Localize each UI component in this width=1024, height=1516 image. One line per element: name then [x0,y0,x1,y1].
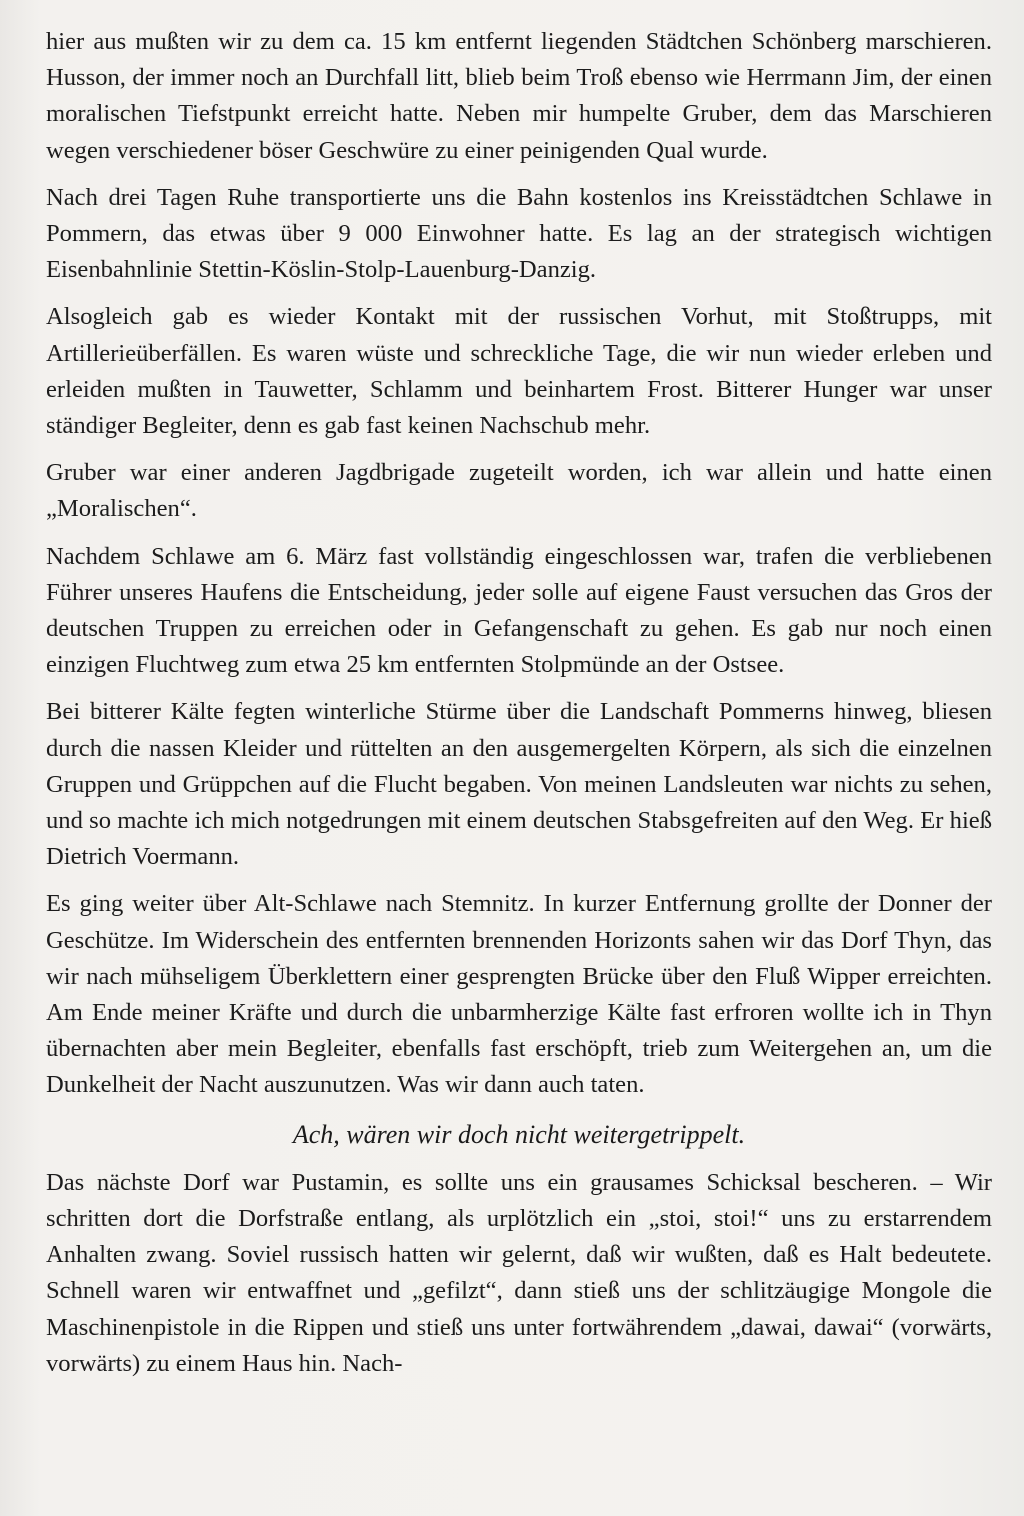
paragraph-8: Das nächste Dorf war Pustamin, es sollte uns ein grausames Schicksal bescheren. – Wir schritten dort die Dorfstraße entlang, als urplötzlich ein „stoi, stoi!“ uns zu erstarrendem Anhalten zwang. Soviel russisch hatten wir gelernt, daß wir wußten, daß es Halt bedeutete. Schnell waren wir entwaffnet und „gefilzt“, dann stieß uns der schlitzäugige Mongole die Maschinenpistole in die Rippen und stieß uns unter fortwährendem „dawai, dawai“ (vorwärts, vorwärts) zu einem Haus hin. Nach- [46,1168,992,1377]
paragraph-5: Nachdem Schlawe am 6. März fast vollständig eingeschlossen war, trafen die verbliebenen Führer unseres Haufens die Entscheidung, jeder solle auf eigene Faust versuchen das Gros der deutschen Truppen zu erreichen oder in Gefangenschaft zu gehen. Es gab nur noch einen einzigen Fluchtweg zum etwa 25 km entfernten Stolpmünde an der Ostsee. [46,542,992,679]
page-text [46,24,992,1393]
paragraph-6: Bei bitterer Kälte fegten winterliche Stürme über die Landschaft Pommerns hinweg, bliesen durch die nassen Kleider und rüttelten an den ausgemergelten Körpern, als sich die einzelnen Gruppen und Grüppchen auf die Flucht begaben. Von meinen Landsleuten war nichts zu sehen, und so machte ich mich notgedrungen mit einem deutschen Stabsgefreiten auf den Weg. Er hieß Dietrich Voermann. [46,698,992,871]
paragraph-7: Es ging weiter über Alt-Schlawe nach Stemnitz. In kurzer Entfernung grollte der Donner der Geschütze. Im Widerschein des entfernten brennenden Horizonts sahen wir das Dorf Thyn, das wir nach mühseligem Überklettern einer gesprengten Brücke über den Fluß Wipper erreichten. Am Ende meiner Kräfte und durch die unbarmherzige Kälte fast erfroren wollte ich in Thyn übernachten aber mein Begleiter, ebenfalls fast erschöpft, trieb zum Weitergehen an, um die Dunkelheit der Nacht auszunutzen. Was wir dann auch taten. [46,890,992,1099]
section-heading: Ach, wären wir doch nicht weitergetrippelt. [292,1119,746,1149]
paragraph-2: Nach drei Tagen Ruhe transportierte uns die Bahn kostenlos ins Kreisstädtchen Schlawe in Pommern, das etwas über 9 000 Einwohner hatte. Es lag an der strategisch wichtigen Eisenbahnlinie Stettin-Köslin-Stolp-Lauenburg-Danzig. [46,183,992,284]
paragraph-3: Alsogleich gab es wieder Kontakt mit der russischen Vorhut, mit Stoßtrupps, mit Artillerieüberfällen. Es waren wüste und schreckliche Tage, die wir nun wieder erleben und erleiden mußten in Tauwetter, Schlamm und beinhartem Frost. Bitterer Hunger war unser ständiger Begleiter, denn es gab fast keinen Nachschub mehr. [46,303,992,440]
paragraph-4: Gruber war einer anderen Jagdbrigade zugeteilt worden, ich war allein und hatte einen „Moralischen“. [46,459,992,523]
paragraph-1: hier aus mußten wir zu dem ca. 15 km entfernt liegenden Städtchen Schönberg marschieren. Husson, der immer noch an Durchfall litt, blieb beim Troß ebenso wie Herrmann Jim, der einen moralischen Tiefstpunkt erreicht hatte. Neben mir humpelte Gruber, dem das Marschieren wegen verschiedener böser Geschwüre zu einer peinigenden Qual wurde. [46,28,992,164]
